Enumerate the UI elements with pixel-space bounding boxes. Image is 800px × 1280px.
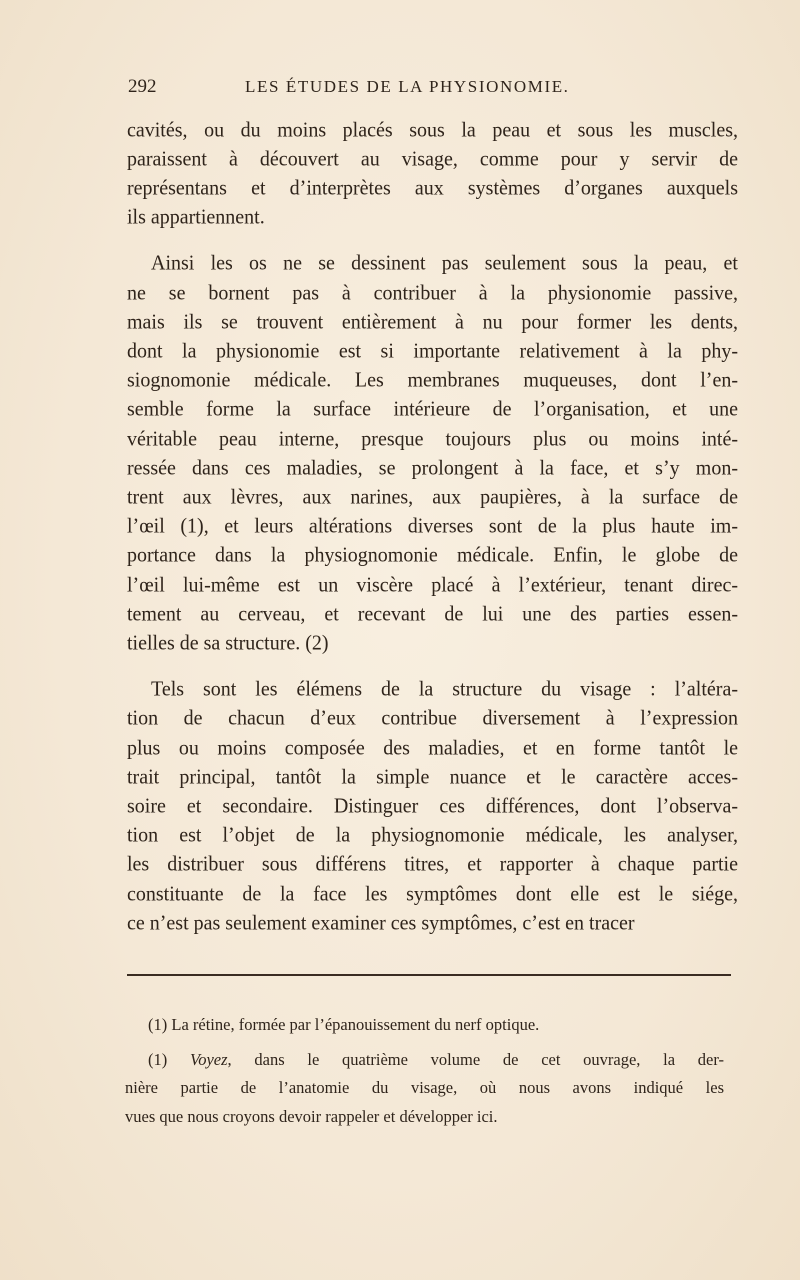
- footnote-text: , dans le quatrième volume de cet ouvrage, la der-: [227, 1050, 724, 1069]
- text-line: dont la physionomie est si importante relativement à la phy-: [127, 338, 738, 363]
- text-line: mais ils se trouvent entièrement à nu pour former les dents,: [127, 309, 738, 334]
- footnote-1: (1) La rétine, formée par l’épanouissement du nerf optique.: [148, 1015, 540, 1034]
- text-line: plus ou moins composée des maladies, et en forme tantôt le: [127, 735, 738, 760]
- text-line: véritable peau interne, presque toujours plus ou moins inté-: [127, 426, 738, 451]
- footnote-2-first-line: [148, 1046, 724, 1074]
- footnote-divider: [127, 974, 731, 976]
- text-line: constituante de la face les symptômes dont elle est le siége,: [127, 881, 738, 906]
- text-line: ils appartiennent.: [127, 205, 265, 229]
- text-line: l’œil lui-même est un viscère placé à l’extérieur, tenant direc-: [127, 572, 738, 597]
- text-line: trent aux lèvres, aux narines, aux paupières, à la surface de: [127, 484, 738, 509]
- text-line: semble forme la surface intérieure de l’organisation, et une: [127, 397, 738, 422]
- footnote-2-line: nière partie de l’anatomie du visage, où nous avons indiqué les: [125, 1078, 724, 1097]
- text-line: tion est l’objet de la physiognomonie médicale, les analyser,: [127, 823, 738, 847]
- text-line: portance dans la physiognomonie médicale. Enfin, le globe de: [127, 543, 738, 568]
- text-line: tement au cerveau, et recevant de lui une des parties essen-: [127, 601, 738, 626]
- text-line: ce n’est pas seulement examiner ces symptômes, c’est en tracer: [127, 910, 635, 935]
- text-line: les distribuer sous différens titres, et rapporter à chaque partie: [127, 852, 738, 877]
- text-line: représentans et d’interprètes aux systèmes d’organes auxquels: [127, 175, 738, 200]
- text-line: trait principal, tantôt la simple nuance et le caractère acces-: [127, 764, 738, 789]
- text-line: soire et secondaire. Distinguer ces différences, dont l’observa-: [127, 793, 738, 818]
- text-line: paraissent à découvert au visage, comme pour y servir de: [127, 146, 738, 171]
- text-line: ne se bornent pas à contribuer à la physionomie passive,: [127, 280, 738, 305]
- text-line: tion de chacun d’eux contribue diversement à l’expression: [127, 706, 738, 731]
- text-line: Ainsi les os ne se dessinent pas seulement sous la peau, et: [151, 251, 738, 276]
- footnote-2-line: vues que nous croyons devoir rappeler et développer ici.: [125, 1107, 498, 1126]
- text-line: cavités, ou du moins placés sous la peau et sous les muscles,: [127, 117, 738, 142]
- footnote-marker: (1): [148, 1050, 190, 1069]
- footnote-italic: Voyez: [189, 1050, 228, 1069]
- text-line: tielles de sa structure. (2): [127, 630, 329, 655]
- text-line: siognomonie médicale. Les membranes muqueuses, dont l’en-: [127, 368, 738, 392]
- running-title: LES ÉTUDES DE LA PHYSIONOMIE.: [245, 77, 570, 96]
- text-line: l’œil (1), et leurs altérations diverses sont de la plus haute im-: [127, 514, 738, 538]
- page-number: 292: [128, 76, 157, 97]
- text-line: Tels sont les élémens de la structure du visage : l’altéra-: [151, 677, 738, 701]
- text-line: ressée dans ces maladies, se prolongent à la face, et s’y mon-: [127, 455, 738, 480]
